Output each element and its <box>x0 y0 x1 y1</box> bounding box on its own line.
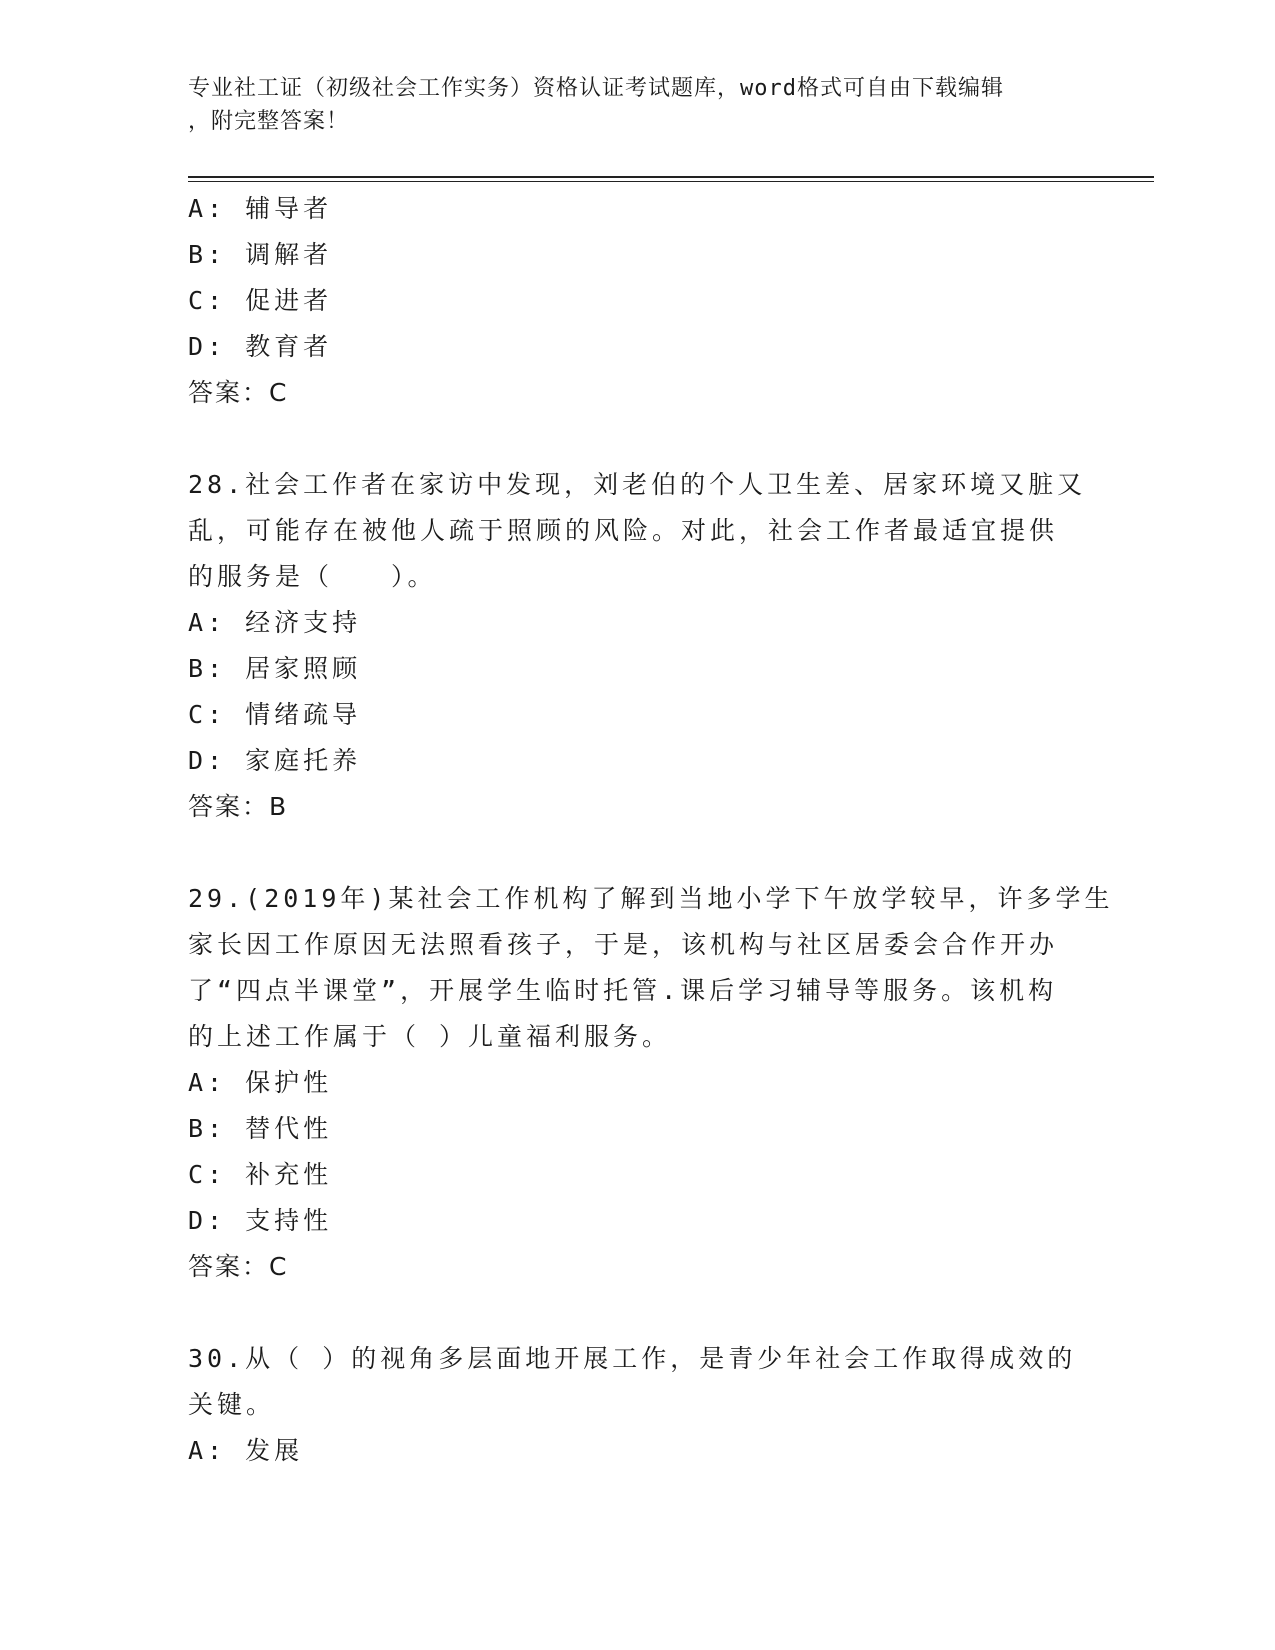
option-a: A: 经济支持 <box>188 608 362 637</box>
question-text-line: 29.(2019年)某社会工作机构了解到当地小学下午放学较早，许多学生 <box>188 884 1114 913</box>
option-d: D: 支持性 <box>188 1206 333 1235</box>
option-d: D: 家庭托养 <box>188 746 362 775</box>
option-c: C: 情绪疏导 <box>188 700 362 729</box>
option-a: A: 保护性 <box>188 1068 333 1097</box>
question-28 <box>188 462 1088 830</box>
question-text-line: 乱，可能存在被他人疏于照顾的风险。对此，社会工作者最适宜提供 <box>188 516 1059 545</box>
question-text-line: 的上述工作属于（ ）儿童福利服务。 <box>188 1022 672 1051</box>
option-b: B: 居家照顾 <box>188 654 362 683</box>
question-29 <box>188 876 1114 1290</box>
answer: 答案：B <box>188 792 289 821</box>
question-27 <box>188 186 1088 416</box>
option-b: B: 替代性 <box>188 1114 333 1143</box>
question-text-line: 的服务是（ ）。 <box>188 562 437 591</box>
option-a: A: 发展 <box>188 1436 304 1465</box>
answer: 答案：C <box>188 378 289 407</box>
option-b: B: 调解者 <box>188 240 333 269</box>
option-d: D: 教育者 <box>188 332 333 361</box>
document-header <box>188 72 1088 138</box>
question-text-line: 28.社会工作者在家访中发现，刘老伯的个人卫生差、居家环境又脏又 <box>188 470 1087 499</box>
header-title-line-2: ，附完整答案！ <box>188 109 350 134</box>
question-30 <box>188 1336 1088 1474</box>
question-text-line: 关键。 <box>188 1390 276 1419</box>
option-a: A: 辅导者 <box>188 194 333 223</box>
header-title-line-1: 专业社工证（初级社会工作实务）资格认证考试题库，word格式可自由下载编辑 <box>188 76 1004 101</box>
option-c: C: 促进者 <box>188 286 333 315</box>
option-c: C: 补充性 <box>188 1160 333 1189</box>
answer: 答案：C <box>188 1252 289 1281</box>
question-text-line: 家长因工作原因无法照看孩子，于是，该机构与社区居委会合作开办 <box>188 930 1059 959</box>
header-divider <box>188 176 1154 182</box>
question-text-line: 了“四点半课堂”，开展学生临时托管.课后学习辅导等服务。该机构 <box>188 976 1058 1005</box>
question-content <box>188 186 1114 1474</box>
question-text-line: 30.从（ ）的视角多层面地开展工作，是青少年社会工作取得成效的 <box>188 1344 1077 1373</box>
